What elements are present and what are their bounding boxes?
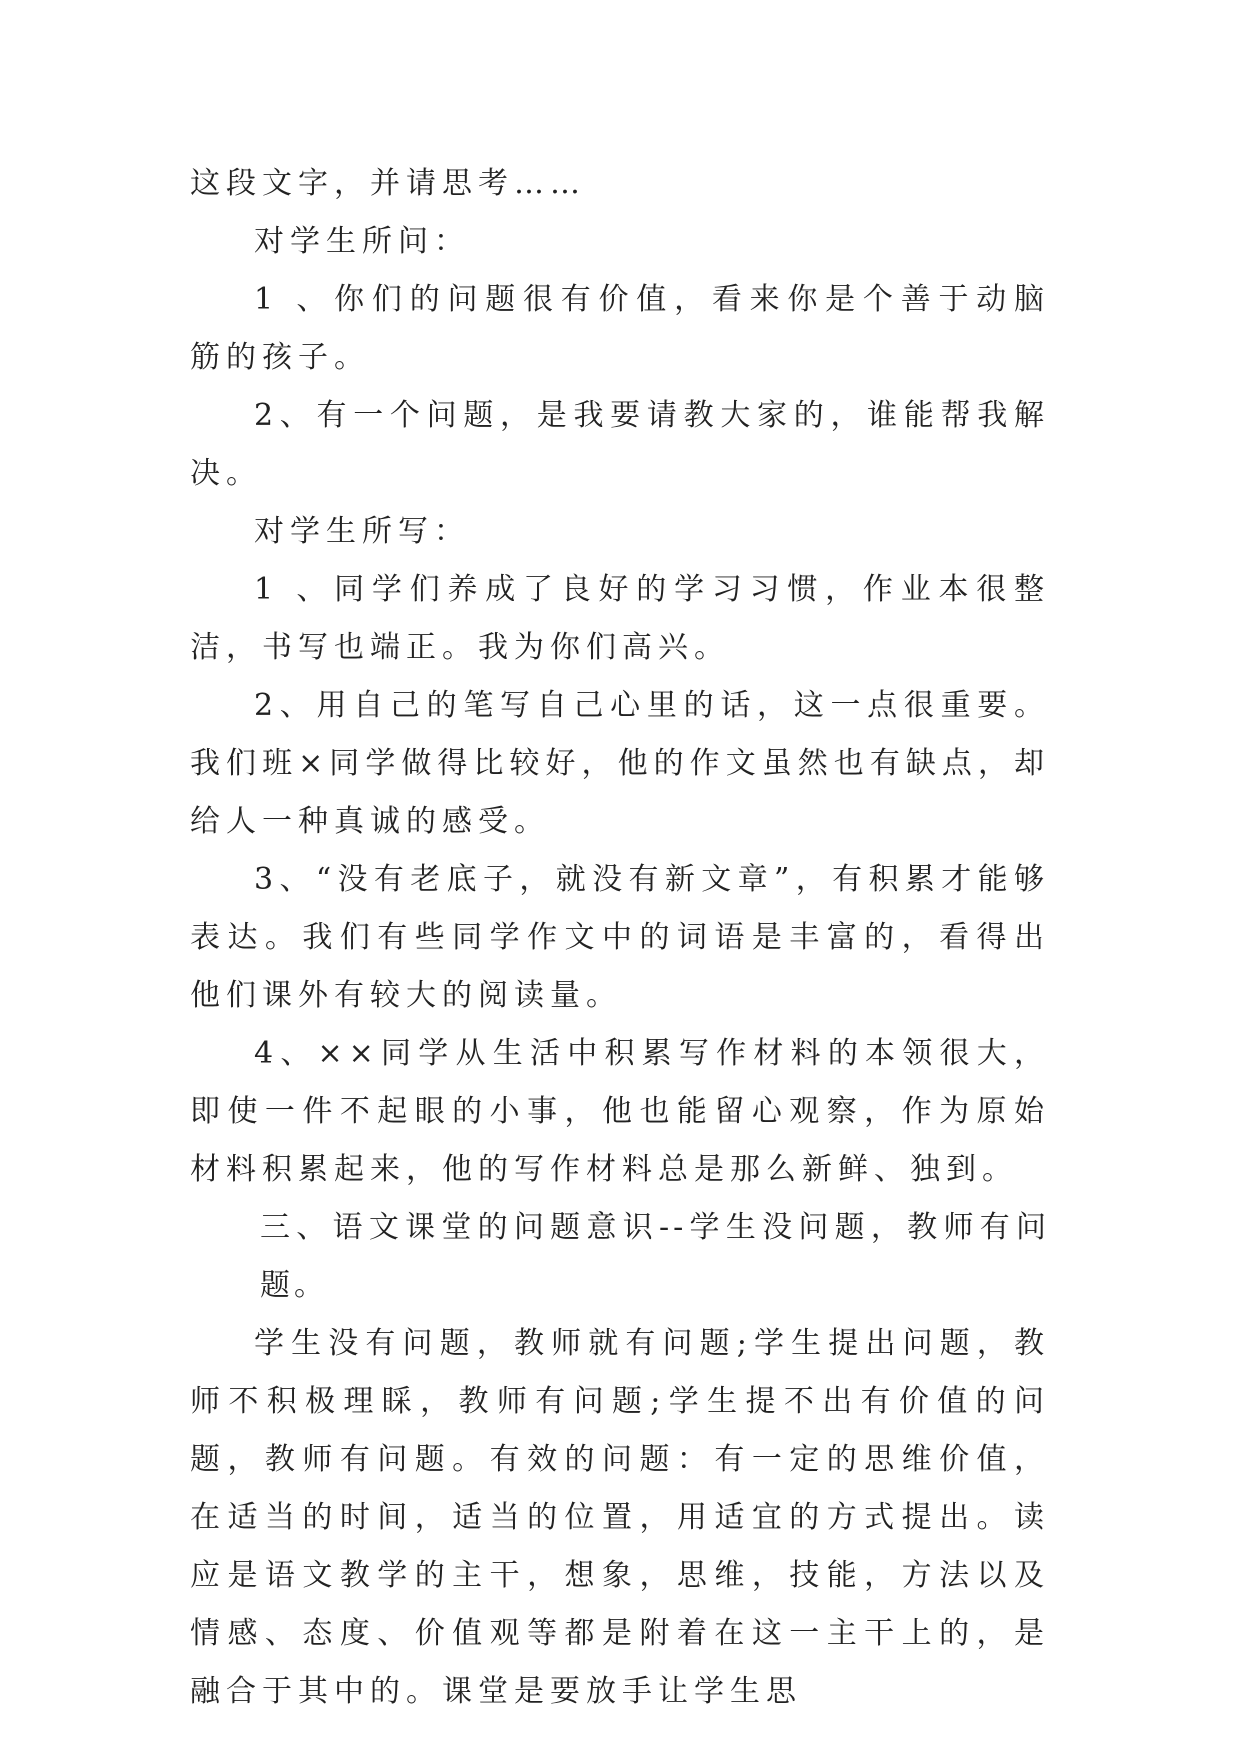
document-body xyxy=(190,155,1050,1721)
paragraph-writing-item-3: 3、“没有老底子，就没有新文章”，有积累才能够表达。我们有些同学作文中的词语是丰富的，看得出他们课外有较大的阅读量。 xyxy=(190,862,1050,1013)
paragraph-writing-item-2: 2、用自己的笔写自己心里的话，这一点很重要。我们班×同学做得比较好，他的作文虽然也有缺点，却给人一种真诚的感受。 xyxy=(190,688,1050,839)
paragraph-questions-item-2: 2、有一个问题，是我要请教大家的，谁能帮我解决。 xyxy=(190,398,1050,491)
paragraph-section-three-body: 学生没有问题，教师就有问题;学生提出问题，教师不积极理睬，教师有问题;学生提不出有价值的问题，教师有问题。有效的问题：有一定的思维价值，在适当的时间，适当的位置，用适宜的方式提出。读应是语文教学的主干，想象，思维，技能，方法以及情感、态度、价值观等都是附着在这一主干上的，是融合于其中的。课堂是要放手让学生思 xyxy=(190,1326,1050,1709)
paragraph-questions-heading: 对学生所问： xyxy=(254,224,470,259)
paragraph-writing-heading: 对学生所写： xyxy=(254,514,470,549)
paragraph-questions-item-1: 1 、你们的问题很有价值，看来你是个善于动脑筋的孩子。 xyxy=(190,282,1050,375)
paragraph-continuation: 这段文字，并请思考…… xyxy=(190,166,586,201)
paragraph-writing-item-4: 4、××同学从生活中积累写作材料的本领很大，即使一件不起眼的小事，他也能留心观察，作为原始材料积累起来，他的写作材料总是那么新鲜、独到。 xyxy=(190,1036,1050,1187)
section-heading-three: 三、语文课堂的问题意识--学生没问题，教师有问题。 xyxy=(260,1210,1050,1303)
paragraph-writing-item-1: 1 、同学们养成了良好的学习习惯，作业本很整洁，书写也端正。我为你们高兴。 xyxy=(190,572,1050,665)
